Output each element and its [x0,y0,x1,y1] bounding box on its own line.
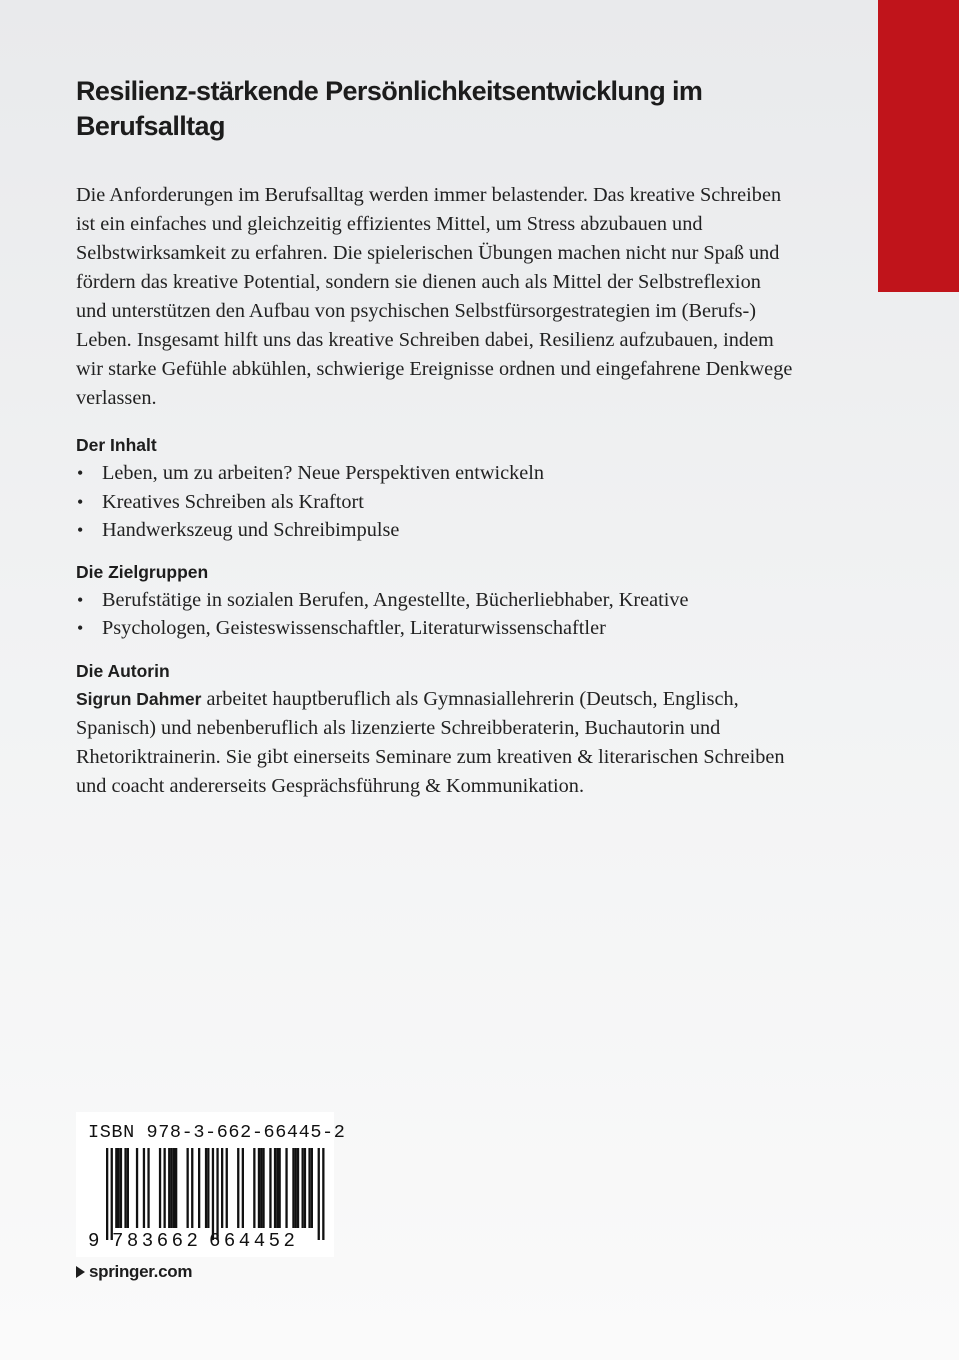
barcode-bar [262,1148,264,1228]
red-accent-band [878,0,959,292]
intro-paragraph: Die Anforderungen im Berufsalltag werden immer belastender. Das kreative Schreiben ist ein einfaches und gleichzeitig effizientes Mittel, um Stress abzubauen und Selbstwirksamkeit zu erfahren. Die spielerischen Übungen machen nicht nur Spaß und fördern das kreative Potential, sondern sie dienen auch als Mittel der Selbstreflexion und unterstützen den Aufbau von psychischen Selbstfürsorgestrategien im (Berufs-) Leben. Insgesamt hilft uns das kreative Schreiben dabei, Resilienz aufzubauen, indem wir starke Gefühle abkühlen, schwierige Ereignisse ordnen und eingefahrene Denkwege verlassen. [76,184,793,409]
list-item [76,586,796,615]
isbn-label: ISBN 978-3-662-66445-2 [88,1122,346,1143]
author-name: Sigrun Dahmer [76,688,202,709]
book-title: Resilienz-stärkende Persönlichkeitsentwicklung im Berufsalltag [76,76,703,141]
barcode-digits-left: 783662 [112,1230,202,1252]
section-heading-zielgruppen: Die Zielgruppen [76,561,209,582]
list-item [76,516,796,545]
barcode-bar [297,1148,299,1228]
list-item-text: Handwerkszeug und Schreibimpulse [102,519,400,541]
barcode-bar [143,1148,145,1228]
bullet-icon: • [77,520,84,540]
section-heading-autorin: Die Autorin [76,660,170,681]
barcode-bar [170,1148,172,1228]
barcode-guard-bar [322,1148,324,1240]
barcode-bar [136,1148,138,1228]
barcode-bar [187,1148,189,1228]
barcode-bar [168,1148,170,1228]
barcode-bar [258,1148,260,1228]
zielgruppen-list [76,586,796,643]
publisher-link-text: springer.com [89,1262,193,1281]
barcode-bar [226,1148,228,1228]
barcode-bar [115,1148,117,1228]
bullet-icon: • [77,589,84,610]
barcode-bar [120,1148,122,1228]
barcode-bar [159,1148,161,1228]
barcode-bar [308,1148,310,1228]
isbn-barcode [76,1112,346,1257]
list-item [76,459,796,488]
barcode-bar [276,1148,278,1228]
barcode-bar [253,1148,255,1228]
section-heading-inhalt: Der Inhalt [76,435,157,455]
barcode-bar [295,1148,297,1228]
list-item-text: Leben, um zu arbeiten? Neue Perspektiven entwickeln [102,462,545,484]
barcode-bar [191,1148,193,1228]
author-bio: arbeitet hauptberuflich als Gymnasiallehrerin (Deutsch, Englisch, Spanisch) und nebenberuflich als lizenzierte Schreibberaterin, Buchautorin und Rhetoriktrainerin. Sie gibt einerseits Seminare zum kreativen & literarischen Schreiben und coacht andererseits Gesprächsführung & Kommunikation. [76,687,785,797]
barcode-guard-bar [318,1148,320,1240]
bullet-icon: • [77,491,84,512]
barcode-bar [173,1148,175,1228]
back-cover-content [76,74,796,801]
list-item [76,488,796,517]
barcode-digit-first: 9 [88,1230,100,1252]
barcode-guard-bar [106,1148,108,1240]
barcode-guard-bar [216,1148,218,1240]
publisher-link[interactable] [76,1262,192,1282]
bullet-icon: • [77,618,84,638]
barcode-bar [198,1148,200,1228]
barcode-bar [285,1148,287,1228]
barcode-bar [147,1148,149,1228]
barcode-bar [237,1148,239,1228]
barcode-bar [207,1148,209,1228]
barcode-bar [260,1148,262,1228]
barcode-bar [242,1148,244,1228]
barcode-bar [205,1148,207,1228]
barcode-bar [311,1148,313,1228]
barcode-guard-bar [111,1148,113,1240]
list-item-text: Psychologen, Geisteswissenschaftler, Literaturwissenschaftler [102,617,606,639]
barcode-guard-bar [212,1148,214,1240]
barcode-bar [269,1148,271,1228]
bullet-icon: • [77,463,84,483]
barcode-bar [175,1148,177,1228]
barcode-bar [274,1148,276,1228]
triangle-right-icon [76,1266,85,1278]
inhalt-list [76,459,796,545]
list-item-text: Kreatives Schreiben als Kraftort [102,490,364,513]
barcode-bar [164,1148,166,1228]
list-item [76,614,796,643]
barcode-bar [302,1148,304,1228]
barcode-bar [124,1148,126,1228]
barcode-bar [118,1148,120,1228]
barcode-bar [279,1148,281,1228]
barcode-bar [292,1148,294,1228]
barcode-bar [221,1148,223,1228]
barcode-bar [304,1148,306,1228]
list-item-text: Berufstätige in sozialen Berufen, Angestellte, Bücherliebhaber, Kreative [102,588,689,611]
author-paragraph [76,685,796,801]
barcode-bar [127,1148,129,1228]
barcode-digits-right: 664452 [209,1230,299,1252]
